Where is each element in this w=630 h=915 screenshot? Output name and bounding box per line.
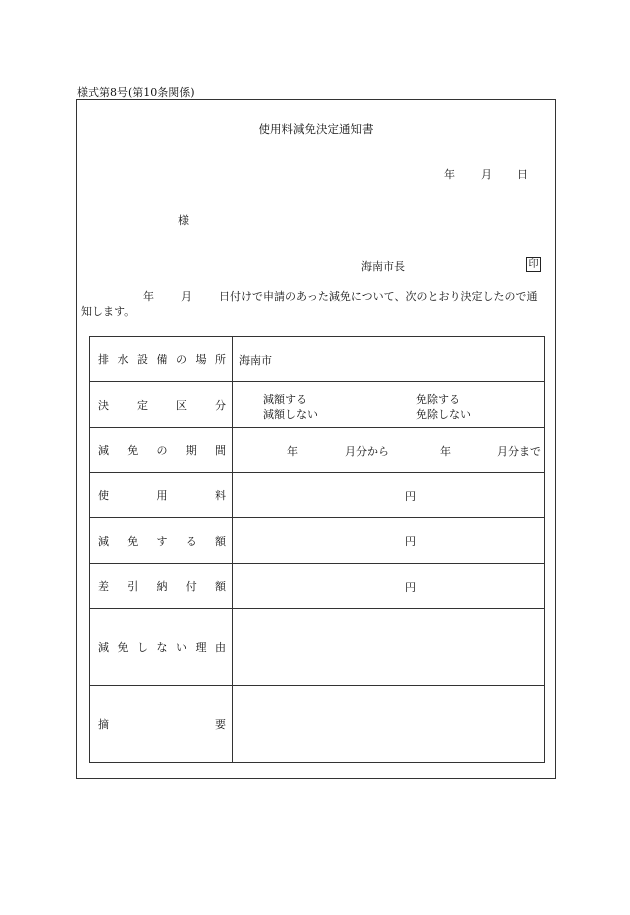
label-char: 排 — [98, 353, 109, 366]
date-year-label: 年 — [444, 168, 455, 181]
reason-label — [98, 639, 226, 655]
label-char: 料 — [215, 489, 226, 502]
reduction-label — [98, 533, 226, 549]
form-number-label: 様式第8号(第10条関係) — [77, 86, 195, 99]
label-char: す — [156, 534, 168, 548]
reason-label-cell — [90, 609, 233, 686]
label-char: る — [185, 534, 197, 548]
decision-table — [89, 336, 545, 763]
table-row — [90, 518, 545, 564]
reduction-label-cell — [90, 518, 233, 564]
option-not-exempt: 免除しない — [416, 408, 471, 421]
label-char: 由 — [215, 641, 226, 654]
table-row — [90, 337, 545, 382]
table-row — [90, 428, 545, 473]
decision-options-cell — [233, 382, 545, 428]
label-char: 期 — [185, 444, 197, 457]
notice-form — [76, 99, 556, 779]
fee-label-cell — [90, 473, 233, 518]
label-char: 免 — [127, 534, 139, 548]
document-title: 使用料減免決定通知書 — [258, 122, 374, 136]
label-char: 使 — [98, 489, 109, 502]
label-char: 区 — [176, 398, 187, 412]
label-char: 理 — [195, 641, 207, 654]
table-row — [90, 473, 545, 518]
label-char: 差 — [98, 580, 109, 593]
label-char: 所 — [215, 353, 226, 366]
date-day-label: 日 — [517, 168, 528, 181]
label-char: 減 — [98, 444, 109, 457]
fee-label — [98, 487, 226, 503]
table-row — [90, 564, 545, 609]
label-char: 免 — [117, 641, 129, 654]
label-char: 免 — [127, 444, 139, 457]
label-char: 要 — [215, 718, 226, 731]
label-char: 備 — [156, 353, 168, 366]
fee-value-cell — [233, 473, 545, 518]
period-label-cell — [90, 428, 233, 473]
label-char: 設 — [137, 353, 148, 366]
reduction-yen: 円 — [405, 535, 416, 548]
notice-text-line-1 — [143, 288, 537, 304]
reduction-value-cell — [233, 518, 545, 564]
label-char: 用 — [156, 489, 168, 502]
label-char: 定 — [137, 398, 148, 412]
notice-text-line-2: 知します。 — [81, 305, 136, 318]
label-char: し — [137, 641, 148, 654]
label-char: 額 — [215, 534, 226, 548]
label-char: 引 — [127, 580, 139, 593]
net-label-cell — [90, 564, 233, 609]
location-value-cell — [233, 337, 545, 382]
period-to-year: 年 — [440, 445, 451, 458]
option-not-reduce: 減額しない — [263, 408, 318, 421]
option-exempt: 免除する — [416, 393, 460, 406]
label-char: 付 — [185, 580, 197, 593]
seal-stamp-box: 印 — [526, 257, 541, 272]
notice-month: 月 — [181, 290, 192, 303]
label-char: 決 — [98, 398, 109, 412]
label-char: 水 — [117, 353, 129, 366]
label-char: 場 — [195, 353, 207, 366]
label-char: 間 — [215, 444, 226, 457]
remarks-label — [98, 716, 226, 732]
label-char: い — [176, 641, 187, 654]
net-yen: 円 — [405, 581, 416, 594]
period-to-month: 月分まで — [497, 445, 541, 458]
location-label-cell — [90, 337, 233, 382]
label-char: 減 — [98, 641, 109, 654]
issuer-name: 海南市長 — [361, 260, 405, 273]
period-label — [98, 442, 226, 458]
period-from-month: 月分から — [345, 445, 389, 458]
label-char: の — [156, 444, 168, 457]
table-row — [90, 382, 545, 428]
decision-label-cell — [90, 382, 233, 428]
notice-year: 年 — [143, 290, 154, 303]
remarks-label-cell — [90, 686, 233, 763]
period-from-year: 年 — [287, 445, 298, 458]
label-char: 減 — [98, 534, 109, 548]
label-char: 額 — [215, 580, 226, 593]
decision-label — [98, 397, 226, 413]
remarks-value-cell — [233, 686, 545, 763]
addressee-suffix: 様 — [178, 214, 189, 227]
label-char: 納 — [156, 580, 168, 593]
label-char: の — [176, 353, 187, 366]
label-char: な — [156, 641, 168, 654]
reason-value-cell — [233, 609, 545, 686]
notice-body: 日付けで申請のあった減免について、次のとおり決定したので通 — [219, 290, 538, 303]
label-char: 分 — [215, 398, 226, 412]
date-month-label: 月 — [481, 168, 492, 181]
table-row — [90, 609, 545, 686]
option-reduce: 減額する — [263, 393, 307, 406]
label-char: 摘 — [98, 718, 109, 731]
location-value: 海南市 — [239, 354, 272, 367]
table-row — [90, 686, 545, 763]
fee-yen: 円 — [405, 490, 416, 503]
location-label — [98, 351, 226, 367]
net-value-cell — [233, 564, 545, 609]
period-value-cell — [233, 428, 545, 473]
net-label — [98, 578, 226, 594]
